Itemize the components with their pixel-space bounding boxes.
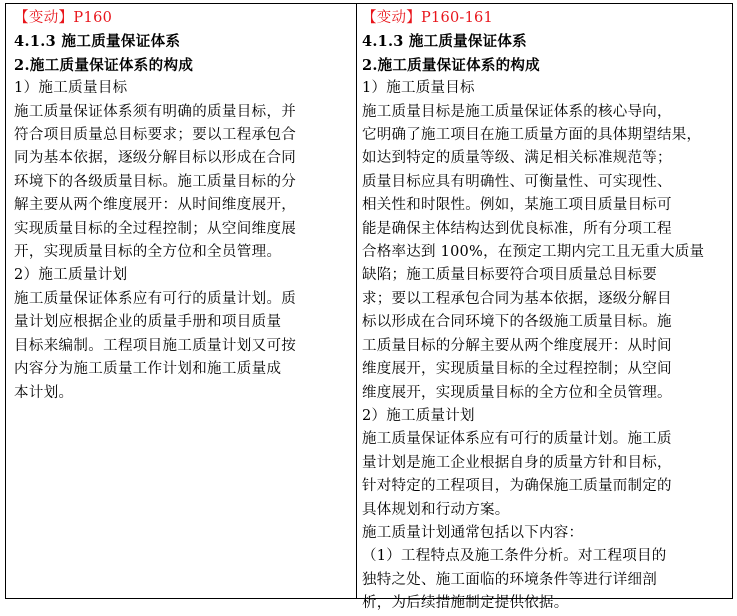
section-heading-right: 4.1.3 施工质量保证体系: [362, 33, 527, 51]
left-column: [6, 4, 357, 598]
body-line: 目标来编制。工程项目施工质量计划又可按: [14, 337, 297, 354]
body-line: 施工质量保证体系应有可行的质量计划。施工质: [362, 431, 672, 448]
body-line: 量计划应根据企业的质量手册和项目质量: [14, 314, 282, 331]
item-heading-right: 2）施工质量计划: [362, 407, 475, 424]
body-line: 合格率达到 100%，在预定工期内完工且无重大质量: [362, 244, 705, 261]
body-line: （1）工程特点及施工条件分析。对工程项目的: [362, 548, 667, 565]
body-line: 如达到特定的质量等级、满足相关标准规范等；: [362, 150, 672, 167]
subsection-heading-left: 2.施工质量保证体系的构成: [14, 56, 194, 74]
section-heading-left: 4.1.3 施工质量保证体系: [14, 33, 181, 51]
comparison-table: [5, 3, 733, 612]
change-tag-right: 【变动】P160-161: [362, 10, 494, 26]
body-line: 维度展开，实现质量目标的全方位和全员管理。: [362, 384, 672, 401]
body-line: 本计划。: [14, 384, 74, 401]
item-heading-right: 1）施工质量目标: [362, 80, 475, 97]
body-line: 相关性和时限性。例如，某施工项目质量目标可: [362, 197, 672, 214]
body-line: 环境下的各级质量目标。施工质量目标的分: [14, 173, 297, 190]
body-line: 工质量目标的分解主要从两个维度展开：从时间: [362, 337, 672, 354]
body-line: 独特之处、施工面临的环境条件等进行详细剖: [362, 571, 657, 588]
item-heading-left: 2）施工质量计划: [14, 267, 128, 284]
body-line: 它明确了施工项目在施工质量方面的具体期望结果，: [362, 127, 702, 144]
body-line: 施工质量保证体系须有明确的质量目标，并: [14, 103, 297, 120]
body-line: 同为基本依据，逐级分解目标以形成在合同: [14, 150, 297, 167]
body-line: 开，实现质量目标的全方位和全员管理。: [14, 244, 282, 261]
body-line: 施工质量目标是施工质量保证体系的核心导向，: [362, 103, 672, 120]
body-line: 施工质量计划通常包括以下内容：: [362, 524, 584, 541]
subsection-heading-right: 2.施工质量保证体系的构成: [362, 56, 540, 74]
body-line: 符合项目质量总目标要求；要以工程承包合: [14, 127, 297, 144]
body-line: 质量目标应具有明确性、可衡量性、可实现性、: [362, 173, 672, 190]
body-line: 维度展开，实现质量目标的全过程控制；从空间: [362, 361, 672, 378]
body-line: 能是确保主体结构达到优良标准，所有分项工程: [362, 220, 672, 237]
body-line: 析，为后续措施制定提供依据。: [362, 595, 569, 612]
body-line: 缺陷；施工质量目标要符合项目质量总目标要: [362, 267, 657, 284]
right-column: [357, 4, 732, 612]
body-line: 施工质量保证体系应有可行的质量计划。质: [14, 290, 297, 307]
body-line: 解主要从两个维度展开：从时间维度展开，: [14, 197, 297, 214]
body-line: 内容分为施工质量工作计划和施工质量成: [14, 361, 282, 378]
change-tag-left: 【变动】P160: [14, 10, 113, 26]
body-line: 求；要以工程承包合同为基本依据，逐级分解目: [362, 290, 672, 307]
body-line: 针对特定的工程项目，为确保施工质量而制定的: [362, 478, 672, 495]
body-line: 标以形成在合同环境下的各级施工质量目标。施: [362, 314, 672, 331]
body-line: 实现质量目标的全过程控制；从空间维度展: [14, 220, 297, 237]
body-line: 具体规划和行动方案。: [362, 501, 510, 518]
item-heading-left: 1）施工质量目标: [14, 80, 128, 97]
body-line: 量计划是施工企业根据自身的质量方针和目标，: [362, 454, 672, 471]
